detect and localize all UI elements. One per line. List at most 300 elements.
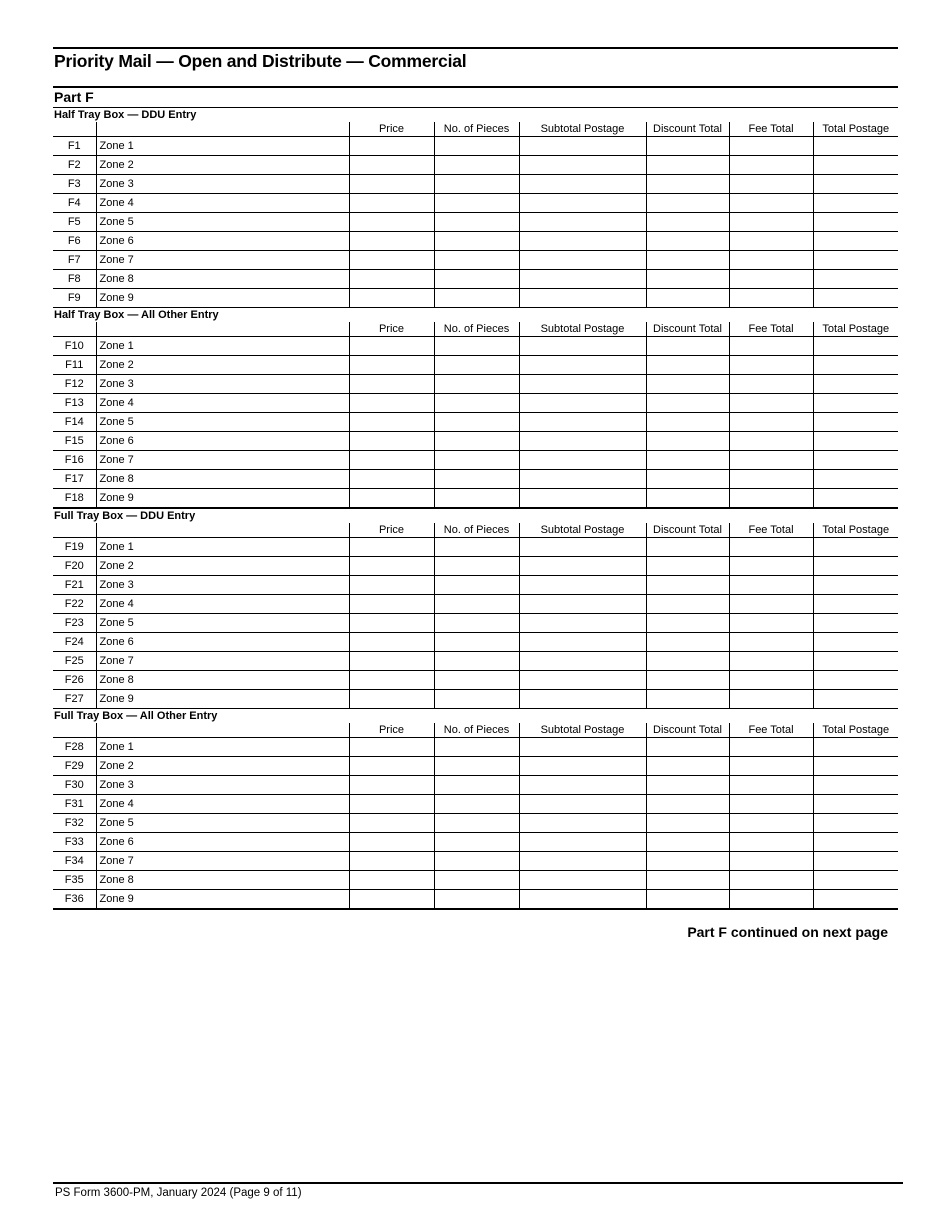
line-id: F14 bbox=[53, 413, 96, 432]
pieces-field[interactable] bbox=[434, 413, 519, 432]
fee-field[interactable] bbox=[729, 833, 813, 852]
discount-field[interactable] bbox=[646, 871, 729, 890]
line-id: F35 bbox=[53, 871, 96, 890]
pieces-field[interactable] bbox=[434, 451, 519, 470]
section-3 bbox=[53, 509, 898, 709]
pieces-field[interactable] bbox=[434, 356, 519, 375]
line-id: F15 bbox=[53, 432, 96, 451]
discount-field[interactable] bbox=[646, 337, 729, 356]
line-id: F25 bbox=[53, 652, 96, 671]
fee-field[interactable] bbox=[729, 633, 813, 652]
subtotal-field[interactable] bbox=[519, 614, 646, 633]
table-row bbox=[53, 413, 898, 432]
price-field[interactable] bbox=[349, 156, 434, 175]
subtotal-field[interactable] bbox=[519, 270, 646, 289]
zone-label: Zone 2 bbox=[96, 757, 349, 776]
subtotal-field[interactable] bbox=[519, 738, 646, 757]
discount-field[interactable] bbox=[646, 194, 729, 213]
subtotal-field[interactable] bbox=[519, 232, 646, 251]
fee-field[interactable] bbox=[729, 213, 813, 232]
section-title: Half Tray Box — DDU Entry bbox=[54, 109, 197, 121]
line-id: F28 bbox=[53, 738, 96, 757]
table-row bbox=[53, 137, 898, 156]
discount-field[interactable] bbox=[646, 213, 729, 232]
total-field[interactable] bbox=[813, 633, 898, 652]
pieces-field[interactable] bbox=[434, 337, 519, 356]
discount-field[interactable] bbox=[646, 538, 729, 557]
price-field[interactable] bbox=[349, 776, 434, 795]
header-blank bbox=[53, 122, 96, 137]
price-field[interactable] bbox=[349, 289, 434, 308]
discount-field[interactable] bbox=[646, 595, 729, 614]
fee-field[interactable] bbox=[729, 289, 813, 308]
subtotal-field[interactable] bbox=[519, 432, 646, 451]
subtotal-field[interactable] bbox=[519, 595, 646, 614]
fee-field[interactable] bbox=[729, 156, 813, 175]
fee-field[interactable] bbox=[729, 595, 813, 614]
subtotal-field[interactable] bbox=[519, 633, 646, 652]
total-field[interactable] bbox=[813, 251, 898, 270]
subtotal-field[interactable] bbox=[519, 871, 646, 890]
subtotal-field[interactable] bbox=[519, 137, 646, 156]
discount-field[interactable] bbox=[646, 470, 729, 489]
pieces-field[interactable] bbox=[434, 470, 519, 489]
pieces-field[interactable] bbox=[434, 595, 519, 614]
total-field[interactable] bbox=[813, 432, 898, 451]
fee-field[interactable] bbox=[729, 375, 813, 394]
zone-label: Zone 6 bbox=[96, 633, 349, 652]
price-field[interactable] bbox=[349, 814, 434, 833]
total-field[interactable] bbox=[813, 871, 898, 890]
section-title: Half Tray Box — All Other Entry bbox=[54, 309, 219, 321]
discount-field[interactable] bbox=[646, 356, 729, 375]
fee-field[interactable] bbox=[729, 337, 813, 356]
pieces-field[interactable] bbox=[434, 375, 519, 394]
zone-label: Zone 5 bbox=[96, 413, 349, 432]
discount-field[interactable] bbox=[646, 757, 729, 776]
total-field[interactable] bbox=[813, 356, 898, 375]
total-field[interactable] bbox=[813, 375, 898, 394]
price-field[interactable] bbox=[349, 356, 434, 375]
subtotal-field[interactable] bbox=[519, 852, 646, 871]
total-field[interactable] bbox=[813, 833, 898, 852]
pieces-field[interactable] bbox=[434, 776, 519, 795]
total-field[interactable] bbox=[813, 814, 898, 833]
discount-field[interactable] bbox=[646, 289, 729, 308]
subtotal-field[interactable] bbox=[519, 814, 646, 833]
total-field[interactable] bbox=[813, 595, 898, 614]
pieces-field[interactable] bbox=[434, 156, 519, 175]
fee-field[interactable] bbox=[729, 814, 813, 833]
subtotal-field[interactable] bbox=[519, 489, 646, 509]
continued-note: Part F continued on next page bbox=[687, 924, 888, 940]
column-header-total: Total Postage bbox=[813, 122, 898, 137]
section-2 bbox=[53, 308, 898, 509]
fee-field[interactable] bbox=[729, 137, 813, 156]
total-field[interactable] bbox=[813, 489, 898, 509]
zone-label: Zone 3 bbox=[96, 576, 349, 595]
price-field[interactable] bbox=[349, 451, 434, 470]
price-field[interactable] bbox=[349, 137, 434, 156]
total-field[interactable] bbox=[813, 156, 898, 175]
total-field[interactable] bbox=[813, 137, 898, 156]
subtotal-field[interactable] bbox=[519, 652, 646, 671]
pieces-field[interactable] bbox=[434, 738, 519, 757]
table-row bbox=[53, 337, 898, 356]
table-row bbox=[53, 470, 898, 489]
subtotal-field[interactable] bbox=[519, 671, 646, 690]
fee-field[interactable] bbox=[729, 356, 813, 375]
section-1 bbox=[53, 108, 898, 308]
subtotal-field[interactable] bbox=[519, 757, 646, 776]
discount-field[interactable] bbox=[646, 451, 729, 470]
pieces-field[interactable] bbox=[434, 757, 519, 776]
column-header-pieces: No. of Pieces bbox=[434, 122, 519, 137]
subtotal-field[interactable] bbox=[519, 451, 646, 470]
price-field[interactable] bbox=[349, 833, 434, 852]
total-field[interactable] bbox=[813, 795, 898, 814]
pieces-field[interactable] bbox=[434, 232, 519, 251]
table-row bbox=[53, 814, 898, 833]
discount-field[interactable] bbox=[646, 738, 729, 757]
pieces-field[interactable] bbox=[434, 795, 519, 814]
fee-field[interactable] bbox=[729, 451, 813, 470]
subtotal-field[interactable] bbox=[519, 175, 646, 194]
discount-field[interactable] bbox=[646, 175, 729, 194]
fee-field[interactable] bbox=[729, 270, 813, 289]
discount-field[interactable] bbox=[646, 690, 729, 709]
fee-field[interactable] bbox=[729, 776, 813, 795]
price-field[interactable] bbox=[349, 852, 434, 871]
line-id: F27 bbox=[53, 690, 96, 709]
total-field[interactable] bbox=[813, 270, 898, 289]
zone-label: Zone 5 bbox=[96, 814, 349, 833]
price-field[interactable] bbox=[349, 871, 434, 890]
subtotal-field[interactable] bbox=[519, 690, 646, 709]
column-header-price: Price bbox=[349, 723, 434, 738]
fee-field[interactable] bbox=[729, 852, 813, 871]
pieces-field[interactable] bbox=[434, 432, 519, 451]
table-row bbox=[53, 270, 898, 289]
price-field[interactable] bbox=[349, 538, 434, 557]
line-id: F7 bbox=[53, 251, 96, 270]
line-id: F26 bbox=[53, 671, 96, 690]
discount-field[interactable] bbox=[646, 156, 729, 175]
discount-field[interactable] bbox=[646, 557, 729, 576]
zone-label: Zone 8 bbox=[96, 871, 349, 890]
subtotal-field[interactable] bbox=[519, 156, 646, 175]
discount-field[interactable] bbox=[646, 251, 729, 270]
line-id: F21 bbox=[53, 576, 96, 595]
postage-table bbox=[53, 122, 898, 308]
pieces-field[interactable] bbox=[434, 614, 519, 633]
discount-field[interactable] bbox=[646, 489, 729, 509]
discount-field[interactable] bbox=[646, 394, 729, 413]
fee-field[interactable] bbox=[729, 890, 813, 910]
total-field[interactable] bbox=[813, 394, 898, 413]
discount-field[interactable] bbox=[646, 432, 729, 451]
price-field[interactable] bbox=[349, 738, 434, 757]
price-field[interactable] bbox=[349, 413, 434, 432]
discount-field[interactable] bbox=[646, 633, 729, 652]
zone-label: Zone 1 bbox=[96, 337, 349, 356]
line-id: F9 bbox=[53, 289, 96, 308]
column-header-discount: Discount Total bbox=[646, 523, 729, 538]
price-field[interactable] bbox=[349, 213, 434, 232]
table-row bbox=[53, 356, 898, 375]
total-field[interactable] bbox=[813, 232, 898, 251]
pieces-field[interactable] bbox=[434, 251, 519, 270]
fee-field[interactable] bbox=[729, 557, 813, 576]
price-field[interactable] bbox=[349, 489, 434, 509]
pieces-field[interactable] bbox=[434, 833, 519, 852]
subtotal-field[interactable] bbox=[519, 289, 646, 308]
line-id: F36 bbox=[53, 890, 96, 910]
subtotal-field[interactable] bbox=[519, 356, 646, 375]
fee-field[interactable] bbox=[729, 489, 813, 509]
price-field[interactable] bbox=[349, 595, 434, 614]
line-id: F4 bbox=[53, 194, 96, 213]
discount-field[interactable] bbox=[646, 890, 729, 910]
price-field[interactable] bbox=[349, 394, 434, 413]
price-field[interactable] bbox=[349, 576, 434, 595]
zone-label: Zone 3 bbox=[96, 375, 349, 394]
fee-field[interactable] bbox=[729, 470, 813, 489]
total-field[interactable] bbox=[813, 576, 898, 595]
postage-table bbox=[53, 723, 898, 910]
subtotal-field[interactable] bbox=[519, 795, 646, 814]
total-field[interactable] bbox=[813, 470, 898, 489]
line-id: F16 bbox=[53, 451, 96, 470]
total-field[interactable] bbox=[813, 557, 898, 576]
subtotal-field[interactable] bbox=[519, 251, 646, 270]
column-header-subtotal: Subtotal Postage bbox=[519, 122, 646, 137]
price-field[interactable] bbox=[349, 757, 434, 776]
total-field[interactable] bbox=[813, 538, 898, 557]
subtotal-field[interactable] bbox=[519, 576, 646, 595]
pieces-field[interactable] bbox=[434, 890, 519, 910]
price-field[interactable] bbox=[349, 375, 434, 394]
zone-label: Zone 3 bbox=[96, 175, 349, 194]
subtotal-field[interactable] bbox=[519, 375, 646, 394]
price-field[interactable] bbox=[349, 270, 434, 289]
zone-label: Zone 8 bbox=[96, 671, 349, 690]
total-field[interactable] bbox=[813, 213, 898, 232]
price-field[interactable] bbox=[349, 175, 434, 194]
discount-field[interactable] bbox=[646, 776, 729, 795]
zone-label: Zone 4 bbox=[96, 795, 349, 814]
subtotal-field[interactable] bbox=[519, 337, 646, 356]
total-field[interactable] bbox=[813, 671, 898, 690]
pieces-field[interactable] bbox=[434, 175, 519, 194]
discount-field[interactable] bbox=[646, 375, 729, 394]
header-blank bbox=[96, 122, 349, 137]
section-title: Full Tray Box — DDU Entry bbox=[54, 510, 196, 522]
pieces-field[interactable] bbox=[434, 633, 519, 652]
price-field[interactable] bbox=[349, 470, 434, 489]
pieces-field[interactable] bbox=[434, 289, 519, 308]
discount-field[interactable] bbox=[646, 852, 729, 871]
header-blank bbox=[53, 723, 96, 738]
zone-label: Zone 5 bbox=[96, 614, 349, 633]
discount-field[interactable] bbox=[646, 232, 729, 251]
table-row bbox=[53, 432, 898, 451]
column-header-total: Total Postage bbox=[813, 322, 898, 337]
total-field[interactable] bbox=[813, 175, 898, 194]
discount-field[interactable] bbox=[646, 137, 729, 156]
pieces-field[interactable] bbox=[434, 538, 519, 557]
pieces-field[interactable] bbox=[434, 576, 519, 595]
zone-label: Zone 3 bbox=[96, 776, 349, 795]
total-field[interactable] bbox=[813, 738, 898, 757]
subtotal-field[interactable] bbox=[519, 557, 646, 576]
discount-field[interactable] bbox=[646, 614, 729, 633]
discount-field[interactable] bbox=[646, 814, 729, 833]
column-header-pieces: No. of Pieces bbox=[434, 322, 519, 337]
subtotal-field[interactable] bbox=[519, 213, 646, 232]
pieces-field[interactable] bbox=[434, 213, 519, 232]
fee-field[interactable] bbox=[729, 394, 813, 413]
pieces-field[interactable] bbox=[434, 394, 519, 413]
line-id: F18 bbox=[53, 489, 96, 509]
price-field[interactable] bbox=[349, 614, 434, 633]
header-blank bbox=[96, 523, 349, 538]
price-field[interactable] bbox=[349, 690, 434, 709]
subtotal-field[interactable] bbox=[519, 394, 646, 413]
price-field[interactable] bbox=[349, 633, 434, 652]
subtotal-field[interactable] bbox=[519, 890, 646, 910]
line-id: F23 bbox=[53, 614, 96, 633]
zone-label: Zone 8 bbox=[96, 270, 349, 289]
price-field[interactable] bbox=[349, 652, 434, 671]
price-field[interactable] bbox=[349, 671, 434, 690]
zone-label: Zone 7 bbox=[96, 251, 349, 270]
line-id: F30 bbox=[53, 776, 96, 795]
price-field[interactable] bbox=[349, 251, 434, 270]
pieces-field[interactable] bbox=[434, 557, 519, 576]
discount-field[interactable] bbox=[646, 270, 729, 289]
table-row bbox=[53, 776, 898, 795]
line-id: F13 bbox=[53, 394, 96, 413]
fee-field[interactable] bbox=[729, 432, 813, 451]
subtotal-field[interactable] bbox=[519, 776, 646, 795]
fee-field[interactable] bbox=[729, 175, 813, 194]
fee-field[interactable] bbox=[729, 413, 813, 432]
price-field[interactable] bbox=[349, 337, 434, 356]
zone-label: Zone 5 bbox=[96, 213, 349, 232]
total-field[interactable] bbox=[813, 289, 898, 308]
column-header-fee: Fee Total bbox=[729, 322, 813, 337]
fee-field[interactable] bbox=[729, 871, 813, 890]
fee-field[interactable] bbox=[729, 738, 813, 757]
total-field[interactable] bbox=[813, 413, 898, 432]
fee-field[interactable] bbox=[729, 576, 813, 595]
column-header-subtotal: Subtotal Postage bbox=[519, 723, 646, 738]
total-field[interactable] bbox=[813, 337, 898, 356]
pieces-field[interactable] bbox=[434, 489, 519, 509]
pieces-field[interactable] bbox=[434, 270, 519, 289]
fee-field[interactable] bbox=[729, 671, 813, 690]
header-row bbox=[53, 523, 898, 538]
price-field[interactable] bbox=[349, 432, 434, 451]
price-field[interactable] bbox=[349, 194, 434, 213]
total-field[interactable] bbox=[813, 852, 898, 871]
price-field[interactable] bbox=[349, 232, 434, 251]
column-header-fee: Fee Total bbox=[729, 122, 813, 137]
subtotal-field[interactable] bbox=[519, 833, 646, 852]
pieces-field[interactable] bbox=[434, 671, 519, 690]
total-field[interactable] bbox=[813, 690, 898, 709]
table-row bbox=[53, 690, 898, 709]
pieces-field[interactable] bbox=[434, 652, 519, 671]
price-field[interactable] bbox=[349, 795, 434, 814]
pieces-field[interactable] bbox=[434, 137, 519, 156]
fee-field[interactable] bbox=[729, 251, 813, 270]
discount-field[interactable] bbox=[646, 576, 729, 595]
sections-container bbox=[53, 108, 898, 910]
subtotal-field[interactable] bbox=[519, 538, 646, 557]
total-field[interactable] bbox=[813, 776, 898, 795]
pieces-field[interactable] bbox=[434, 871, 519, 890]
fee-field[interactable] bbox=[729, 232, 813, 251]
fee-field[interactable] bbox=[729, 194, 813, 213]
table-row bbox=[53, 175, 898, 194]
fee-field[interactable] bbox=[729, 757, 813, 776]
line-id: F12 bbox=[53, 375, 96, 394]
pieces-field[interactable] bbox=[434, 852, 519, 871]
total-field[interactable] bbox=[813, 757, 898, 776]
table-row bbox=[53, 213, 898, 232]
pieces-field[interactable] bbox=[434, 194, 519, 213]
fee-field[interactable] bbox=[729, 690, 813, 709]
discount-field[interactable] bbox=[646, 671, 729, 690]
pieces-field[interactable] bbox=[434, 814, 519, 833]
table-row bbox=[53, 890, 898, 910]
line-id: F1 bbox=[53, 137, 96, 156]
table-row bbox=[53, 576, 898, 595]
total-field[interactable] bbox=[813, 614, 898, 633]
top-rule bbox=[53, 47, 898, 49]
discount-field[interactable] bbox=[646, 413, 729, 432]
total-field[interactable] bbox=[813, 652, 898, 671]
part-heading: Part F bbox=[54, 89, 94, 105]
price-field[interactable] bbox=[349, 890, 434, 910]
total-field[interactable] bbox=[813, 451, 898, 470]
section-title: Full Tray Box — All Other Entry bbox=[54, 710, 218, 722]
table-row bbox=[53, 633, 898, 652]
fee-field[interactable] bbox=[729, 538, 813, 557]
subtotal-field[interactable] bbox=[519, 413, 646, 432]
subtotal-field[interactable] bbox=[519, 194, 646, 213]
fee-field[interactable] bbox=[729, 614, 813, 633]
fee-field[interactable] bbox=[729, 795, 813, 814]
pieces-field[interactable] bbox=[434, 690, 519, 709]
fee-field[interactable] bbox=[729, 652, 813, 671]
discount-field[interactable] bbox=[646, 795, 729, 814]
zone-label: Zone 2 bbox=[96, 356, 349, 375]
zone-label: Zone 4 bbox=[96, 194, 349, 213]
price-field[interactable] bbox=[349, 557, 434, 576]
line-id: F31 bbox=[53, 795, 96, 814]
subtotal-field[interactable] bbox=[519, 470, 646, 489]
column-header-pieces: No. of Pieces bbox=[434, 523, 519, 538]
total-field[interactable] bbox=[813, 890, 898, 910]
discount-field[interactable] bbox=[646, 652, 729, 671]
discount-field[interactable] bbox=[646, 833, 729, 852]
total-field[interactable] bbox=[813, 194, 898, 213]
line-id: F2 bbox=[53, 156, 96, 175]
column-header-discount: Discount Total bbox=[646, 723, 729, 738]
